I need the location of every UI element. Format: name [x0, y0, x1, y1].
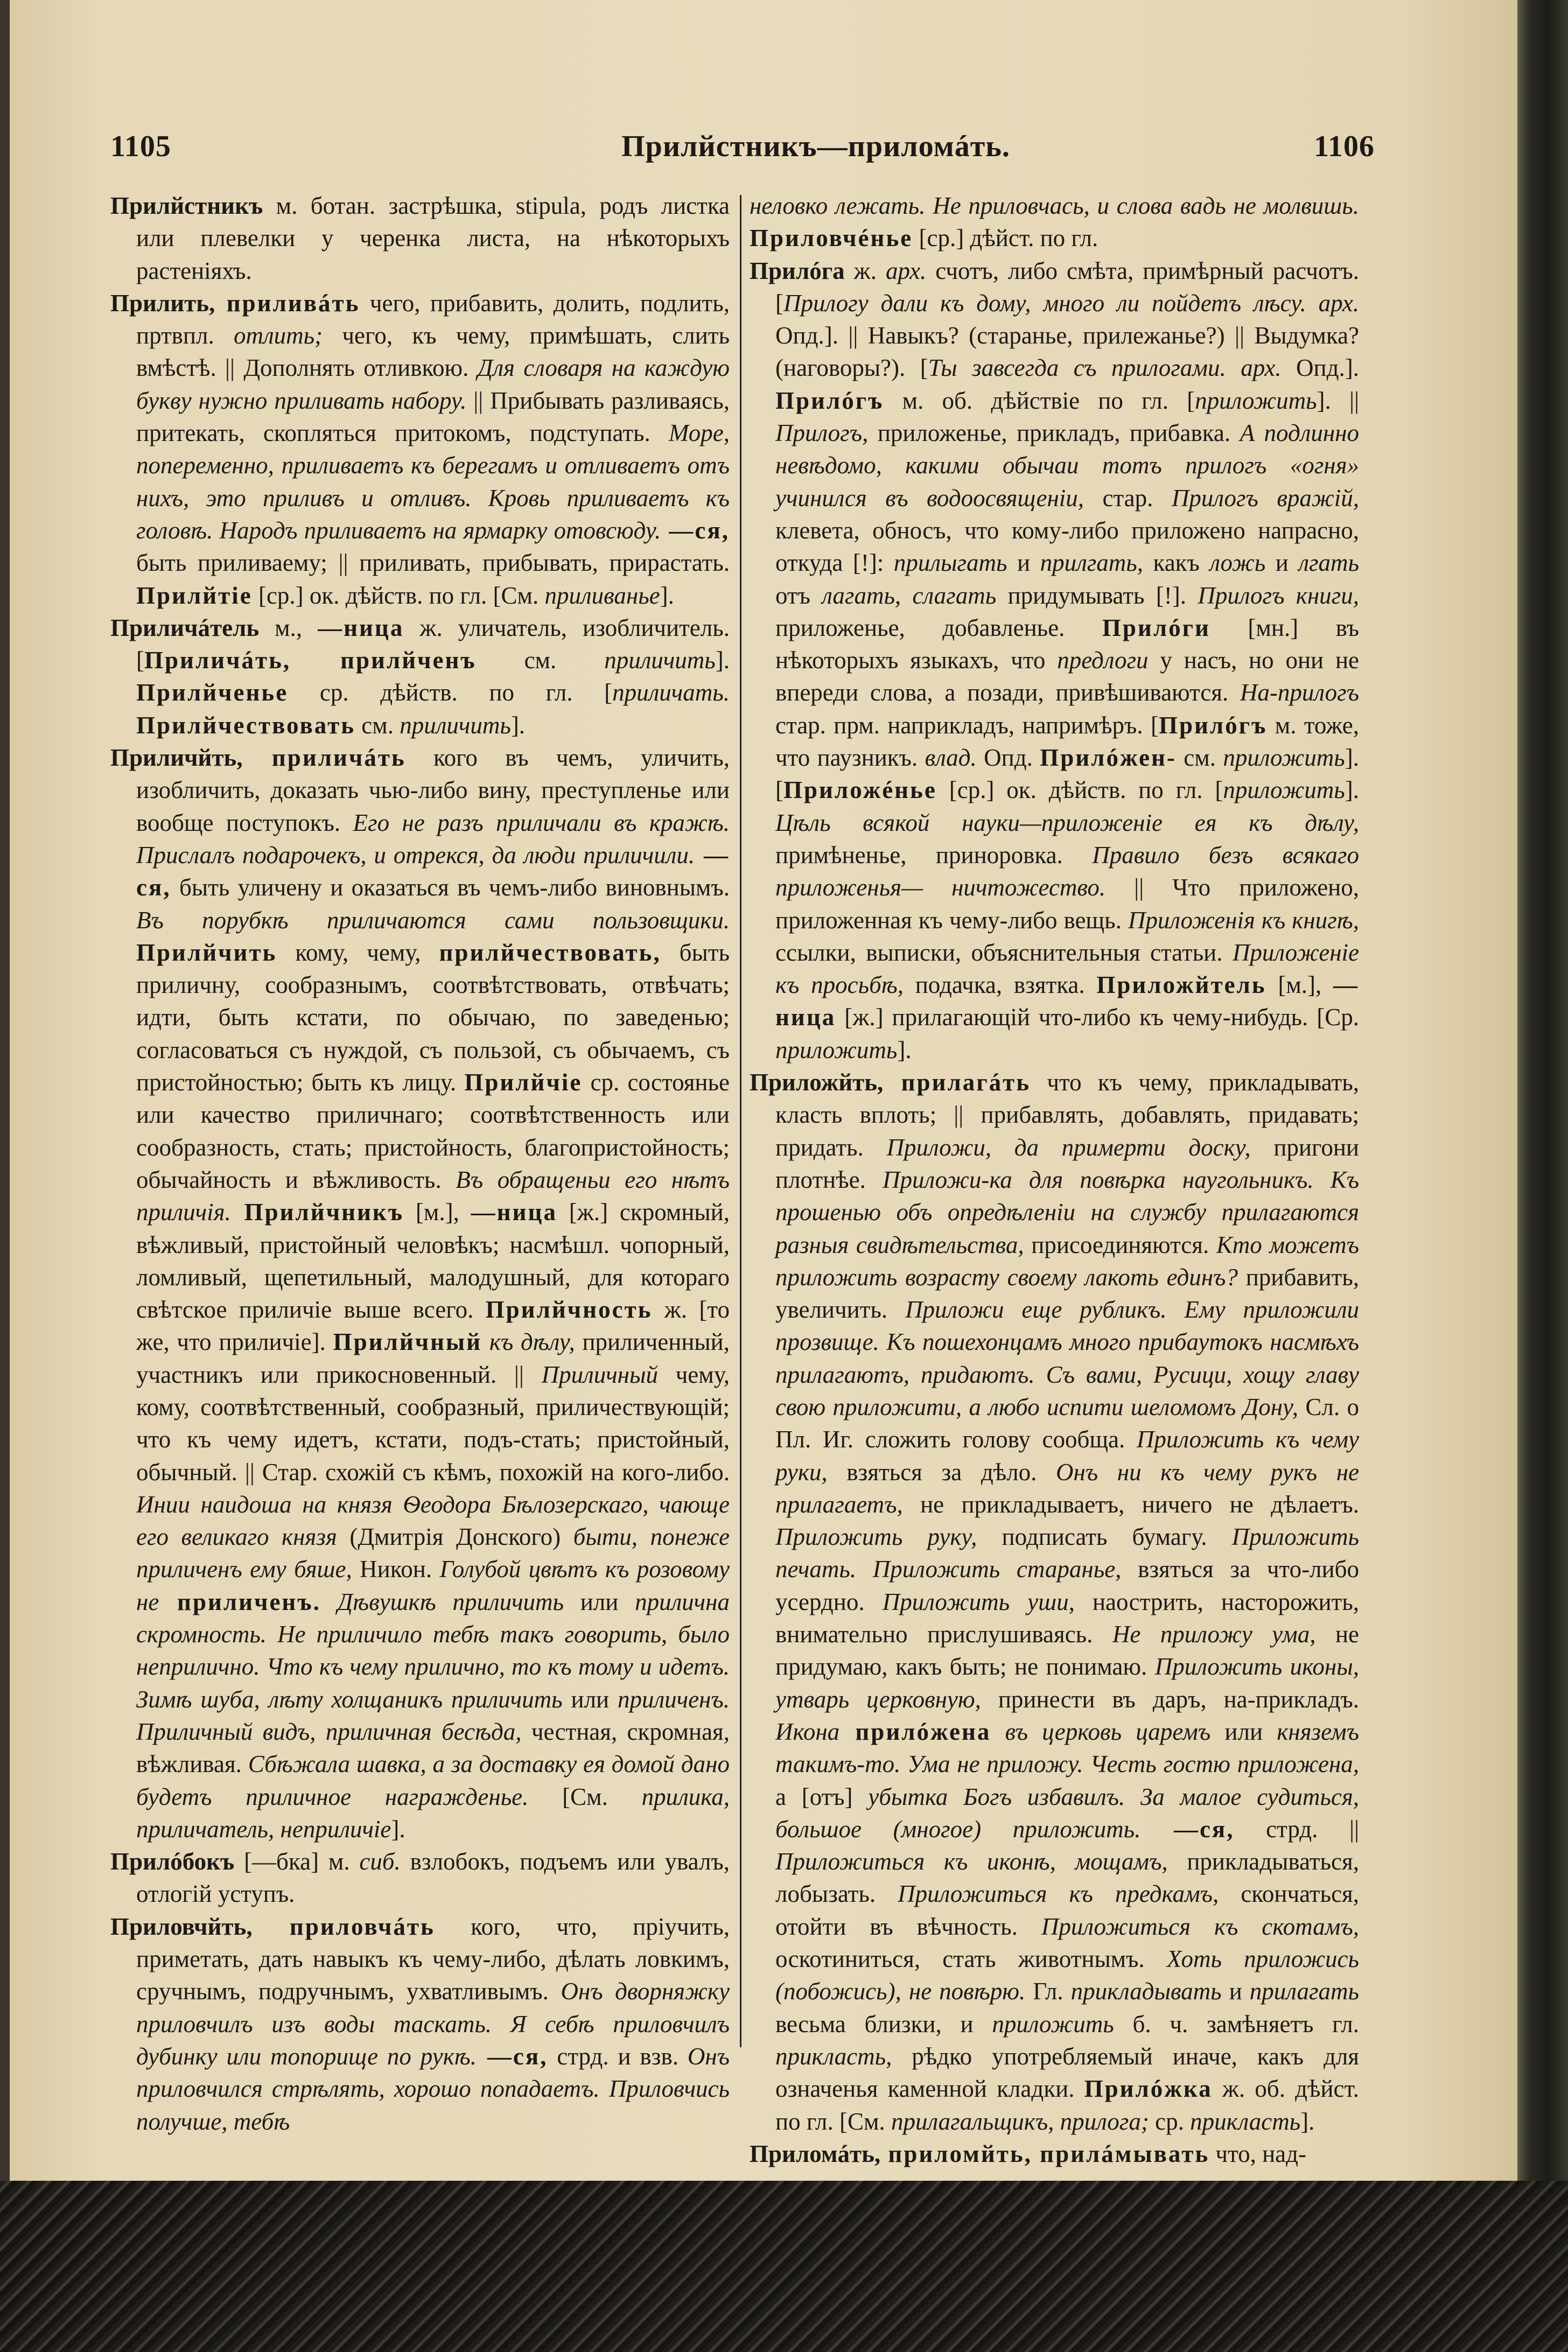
definition-text: [мн.] въ нѣкоторыхъ языкахъ, что — [775, 614, 1359, 674]
italic-example: арх. — [885, 257, 927, 284]
definition-text: ссылки, выписки, объяснительныя статьи. — [775, 939, 1233, 966]
definition-text: ср. — [1149, 2108, 1191, 2135]
definition-text: ]. || — [1317, 387, 1359, 414]
definition-text: подписать бумагу. — [977, 1523, 1232, 1551]
bold-term: приливáть — [215, 289, 360, 317]
italic-example: Инии наидоша на князя Ѳеодора Бѣлозерскаго, чающе его великаго князя — [136, 1490, 730, 1551]
italic-example: Приложи-ка для повѣрка наугольникъ. Къ прошенью объ опредѣленіи на службу прилагаются разныя свидѣтельства, — [775, 1166, 1359, 1258]
bold-term: приловчáть — [252, 1913, 435, 1940]
definition-text: оскотиниться, стать животнымъ. — [775, 1945, 1167, 1973]
definition-text: Опд. — [976, 744, 1040, 772]
definition-text: [ср.] ок. дѣйств. по гл. [См. — [252, 582, 545, 609]
italic-example: Приложить уши, — [882, 1588, 1075, 1615]
definition-text: см. — [355, 711, 400, 739]
bold-term: Прилóгъ — [1158, 711, 1268, 739]
definition-text: Опд.]. || Навыкъ? (старанье, прилежанье?) || Выдумка? (наговоры?). [ — [775, 322, 1359, 382]
italic-example: быти, понеже приличенъ ему бяше, — [136, 1523, 730, 1583]
italic-example: приличенъ. Приличный видъ, приличная бесѣда, — [136, 1685, 730, 1745]
italic-example: ложь — [1209, 549, 1266, 577]
definition-text: быть уличену и оказаться въ чемъ-либо виновнымъ. — [171, 874, 730, 901]
italic-example: приложить — [775, 1036, 898, 1063]
italic-example: А подлинно невѣдомо, какими обычаи тотъ прилогъ «огня» учинился въ водоосвященіи, — [775, 419, 1359, 512]
definition-text: какъ — [1143, 549, 1210, 577]
definition-text: ср. состоянье или качество приличнаго; соотвѣтственность или сообразность, стать; пристойность, благопристойность; обычайность и вѣжливость. — [136, 1069, 730, 1193]
italic-example: приложить — [1223, 776, 1345, 804]
definition-text: [ж.] скромный, вѣжливый, пристойный человѣкъ; насмѣшл. чопорный, ломливый, щепетильный, малодушный, для котораго свѣтское приличіе выше всего. — [136, 1199, 730, 1324]
italic-example: Приложить къ чему руки, — [775, 1426, 1359, 1486]
italic-example: приличить — [604, 647, 716, 674]
italic-example: прилгать, — [1040, 549, 1143, 577]
definition-text: кого въ чемъ, уличить, изобличить, доказать чью-либо вину, преступленье или вообще поступокъ. — [136, 744, 730, 836]
bold-term: Прилйчествовать — [136, 711, 356, 739]
italic-example: Приложить печать. Приложить старанье, — [775, 1523, 1359, 1583]
definition-text: прикладываться, лобызать. — [775, 1848, 1359, 1908]
definition-text: примѣненье, приноровка. — [775, 841, 1093, 869]
definition-text: придумывать [!]. — [996, 582, 1198, 609]
definition-text: рѣдко употребляемый иначе, какъ для означенья каменной кладки. — [775, 2042, 1359, 2103]
definition-text: ]. — [391, 1815, 405, 1843]
italic-example: приличать. — [612, 679, 730, 706]
left-column — [110, 190, 730, 2138]
headword: Прилйстникъ — [110, 192, 263, 219]
italic-example: Приложенія къ книгѣ, — [1128, 906, 1359, 934]
italic-example: Приложеніе къ просьбѣ, — [775, 939, 1359, 999]
italic-example: къ дѣлу, — [482, 1328, 575, 1356]
bold-term: Прилйчность — [485, 1296, 653, 1324]
italic-example: Прилогъ книги, — [1198, 582, 1359, 609]
italic-example: Его не разъ приличали въ кражѣ. Прислалъ подарочекъ, и отрекся, да люди приличили. — [136, 809, 730, 869]
italic-example: Дѣвушкѣ приличить — [320, 1588, 564, 1615]
bold-term: —ся, — [136, 841, 730, 901]
italic-example: Правило безъ всякаго приложенья— ничтожество. — [775, 841, 1359, 901]
page-number-left: 1105 — [110, 130, 171, 163]
italic-example: Прилогъ, — [775, 419, 869, 447]
definition-text: ]. — [715, 647, 730, 674]
italic-example: Цѣль всякой науки—приложеніе ея къ дѣлу, — [775, 809, 1359, 836]
definition-text: [ср.] ок. дѣйств. по гл. [ — [936, 776, 1223, 804]
dictionary-entry — [110, 612, 730, 741]
italic-example: убытка Богъ избавилъ. За малое судиться, большое (многое) приложить. — [775, 1783, 1359, 1843]
bold-term: —ница — [318, 614, 404, 641]
italic-example: прилична скромность. Не приличило тебѣ такъ говорить, было неприлично. Что къ чему прилично, то къ тому и идетъ. Зимѣ шуба, лѣту холщаникъ приличить — [136, 1588, 730, 1713]
italic-example: Ты завсегда съ прилогами. арх. — [928, 354, 1282, 382]
definition-text: честная, скромная, вѣжливая. — [136, 1718, 730, 1778]
definition-text: прибавить, увеличить. — [775, 1263, 1359, 1324]
italic-example: Приложиться къ предкамъ, — [898, 1880, 1219, 1908]
bold-term: прилагáть — [883, 1069, 1031, 1096]
bold-term: Прилóжка — [1084, 2075, 1213, 2103]
dictionary-entry — [750, 190, 1359, 255]
definition-text: пригони плотнѣе. — [775, 1133, 1359, 1193]
definition-text: кому, чему, — [277, 939, 439, 966]
dictionary-entry — [110, 1845, 730, 1910]
definition-text: ]. — [660, 582, 674, 609]
definition-text: [м.], — [404, 1199, 471, 1226]
italic-example: княземъ такимъ-то. Ума не приложу. Честь гостю приложена, — [775, 1718, 1359, 1778]
definition-text: что, над- — [1209, 2140, 1307, 2167]
definition-text: приложенье, прикладъ, прибавка. — [868, 419, 1240, 447]
italic-example: неловко лежать. Не приловчась, и слова вадь не молвишь. — [750, 192, 1359, 219]
italic-example: прилика, приличатель, неприличіе — [136, 1783, 730, 1843]
definition-text: ]. — [897, 1036, 912, 1063]
dictionary-entry — [110, 1910, 730, 2138]
definition-text: м. тоже, что паузникъ. — [775, 711, 1359, 772]
italic-example: прикласть, — [775, 2042, 892, 2070]
definition-text: стар. прм. наприкладъ, напримѣръ. [ — [775, 711, 1159, 739]
definition-text: скончаться, отойти въ вѣчность. — [775, 1880, 1359, 1940]
definition-text: приличенный, участникъ или прикосновенный. || — [136, 1328, 730, 1388]
bold-term: Прилйтіе — [136, 582, 253, 609]
bold-term: Прилйченье — [136, 679, 289, 706]
bold-term: Приловчéнье — [750, 225, 913, 252]
bold-term: —ся, — [1140, 1815, 1235, 1843]
headword: Прилить, — [110, 289, 215, 317]
definition-text: и — [1007, 549, 1040, 577]
definition-text: м., — [259, 614, 318, 641]
italic-example: Онъ дворняжку приловчилъ изъ воды таскать. Я себѣ приловчилъ дубинку или топорище по рукѣ. — [136, 1978, 730, 2070]
definition-text: отъ — [775, 582, 822, 609]
bold-term: Приличáть, прилйченъ — [144, 647, 477, 674]
italic-example: лагать, слагать — [822, 582, 997, 609]
definition-text: ср. дѣйств. по гл. [ — [288, 679, 613, 706]
definition-text: ж. об. дѣйст. по гл. [См. — [775, 2075, 1360, 2135]
bold-term: —ся, — [661, 516, 730, 544]
definition-text: см. — [476, 647, 605, 674]
definition-text: наострить, насторожить, внимательно прислушиваясь. — [775, 1588, 1359, 1648]
definition-text: чему, кому, соотвѣтственный, сообразный, приличествующій; что къ чему идетъ, кстати, подъ-стать; пристойный, обычный. || Стар. схожій съ кѣмъ, похожій на кого-либо. — [136, 1361, 730, 1486]
italic-example: Не приложу ума, — [1112, 1621, 1316, 1648]
bold-term: прилóжена — [839, 1718, 991, 1745]
page-left-edge — [0, 0, 10, 2352]
italic-example: предлоги — [1057, 647, 1149, 674]
headword: Приловчйть, — [110, 1913, 253, 1940]
definition-text: быть приличну, сообразнымъ, соотвѣтствовать, отвѣчать; идти, быть кстати, по обычаю, по заведенью; согласоваться съ нуждой, съ пользой, съ обычаемъ, съ пристойностью; быть къ лицу. — [136, 939, 730, 1096]
definition-text: [См. — [528, 1783, 642, 1810]
italic-example: Голубой цвѣтъ къ розовому не — [136, 1556, 730, 1615]
definition-text: быть приливаему; || приливать, прибывать, прирастать. — [136, 549, 730, 577]
italic-example: приложить — [992, 2010, 1114, 2038]
definition-text: см. — [1176, 744, 1223, 772]
definition-text: что къ чему, прикладывать, класть вплоть; || прибавлять, добавлять, придавать; придать. — [775, 1069, 1359, 1161]
italic-example: На-прилогъ — [1240, 679, 1359, 706]
bold-term: приличáть — [242, 744, 406, 772]
definition-text: Опд.]. — [1281, 354, 1359, 382]
page-number-right: 1106 — [1314, 130, 1375, 163]
headword: Приличйть, — [110, 744, 243, 772]
italic-example: прилагать — [1249, 1978, 1359, 2005]
definition-text: стрд. || — [1234, 1815, 1360, 1843]
definition-text: [м.], — [1266, 971, 1333, 999]
column-divider — [740, 195, 741, 2047]
definition-text: весьма близки, и — [775, 2010, 992, 2038]
definition-text: чего, прибавить, долить, подлить, пртвпл. — [136, 289, 730, 349]
italic-example: въ церковь царемъ — [991, 1718, 1211, 1745]
italic-example: Приложиться къ иконѣ, мощамъ, — [775, 1848, 1168, 1875]
definition-text: ж. [то же, что приличіе]. — [136, 1296, 730, 1356]
definition-text: или — [564, 1588, 635, 1615]
definition-text: и — [1221, 1978, 1250, 2005]
italic-example: лгать — [1298, 549, 1359, 577]
italic-example: Въ порубкѣ приличаются сами пользовщики. — [136, 906, 730, 934]
definition-text: ]. — [510, 711, 526, 739]
headword: Прилóбокъ — [110, 1848, 235, 1875]
italic-example: Прилогъ вражій, — [1171, 484, 1359, 512]
definition-text: б. ч. замѣняетъ гл. — [1114, 2010, 1359, 2038]
definition-text: а [отъ] — [775, 1783, 869, 1810]
definition-text: стрд. и взв. — [548, 2042, 688, 2070]
definition-text: принести въ даръ, на-прикладъ. — [981, 1685, 1359, 1713]
right-column — [750, 190, 1359, 2170]
definition-text: || Прибывать разливаясь, притекать, скопляться притокомъ, подступать. — [136, 387, 730, 447]
dictionary-entry — [750, 2138, 1359, 2170]
italic-example: Сбѣжала шавка, а за доставку ея домой дано будетъ приличное награжденье. — [136, 1751, 730, 1810]
italic-example: Икона — [775, 1718, 840, 1745]
dictionary-entry — [750, 1066, 1359, 2138]
italic-example: приличить — [400, 711, 511, 739]
italic-example: Приложить руку, — [775, 1523, 977, 1551]
bold-term: Прилйчный — [333, 1328, 482, 1356]
italic-example: сиб. — [359, 1848, 401, 1875]
italic-example: Хоть приложись (побожись), не повѣрю. — [775, 1945, 1359, 2005]
definition-text: Гл. — [1025, 1978, 1071, 2005]
bold-term: Приложéнье — [783, 776, 937, 804]
headword: Приложйть, — [750, 1069, 884, 1096]
italic-example: Море, попеременно, приливаетъ къ берегамъ и отливаетъ отъ нихъ, это приливъ и отливъ. Кровь приливаетъ къ головѣ. Народъ приливаетъ на ярмарку отовсюду. — [136, 419, 730, 544]
definition-text: ]. — [1300, 2108, 1315, 2135]
italic-example: влад. — [925, 744, 977, 772]
definition-text: стар. — [1084, 484, 1172, 512]
bold-term: прилйчествовать, — [439, 939, 661, 966]
definition-text: и — [1265, 549, 1299, 577]
headword: Приломáть, — [750, 2140, 881, 2167]
definition-text: клевета, обносъ, что кому-либо приложено напрасно, откуда [!]: — [775, 516, 1359, 577]
italic-example: прилыгать — [893, 549, 1007, 577]
italic-example: прикладывать — [1070, 1978, 1222, 2005]
definition-text: чего, къ чему, примѣшать, слить вмѣстѣ. || Дополнять отливкою. — [136, 322, 730, 382]
definition-text: м. об. дѣйствіе по гл. [ — [884, 387, 1195, 414]
bold-term: Прилóжен- — [1040, 744, 1177, 772]
definition-text: ж. — [844, 257, 886, 284]
definition-text: [—бка] м. — [234, 1848, 360, 1875]
bold-term: —ся, — [477, 2042, 548, 2070]
definition-text: подачка, взятка. — [903, 971, 1097, 999]
italic-example: Приложить иконы, утварь церковную, — [775, 1653, 1359, 1713]
bold-term: Прилйчникъ — [230, 1199, 404, 1226]
italic-example: Прилогу дали къ дому, много ли пойдетъ лѣсу. арх. — [783, 289, 1359, 317]
definition-text: взяться за дѣло. — [827, 1458, 1056, 1486]
definition-text: Сл. о Пл. Иг. сложить голову сообща. — [775, 1393, 1359, 1453]
definition-text: счотъ, либо смѣта, примѣрный расчотъ. [ — [775, 257, 1359, 317]
definition-text: или — [562, 1685, 618, 1713]
bold-term: Прилйчить — [136, 939, 277, 966]
dictionary-entry — [750, 255, 1359, 1066]
italic-example: приложить — [1195, 387, 1317, 414]
italic-example: Кто можетъ приложить возрасту своему лакоть единъ? — [775, 1231, 1359, 1291]
headword: Приличáтель — [110, 614, 260, 641]
definition-text: м. ботан. застрѣшка, stipula, родъ листка или плевелки у черенка листа, на нѣкоторыхъ растеніяхъ. — [136, 192, 730, 284]
definition-text: ж. уличатель, изобличитель. [ — [136, 614, 730, 674]
running-head: Прилйстникъ—приломáть. — [621, 130, 1010, 163]
bold-term: приличенъ. — [159, 1588, 321, 1615]
dictionary-entry — [110, 287, 730, 612]
definition-text: [ср.] дѣйст. по гл. — [913, 225, 1098, 252]
definition-text: присоединяются. — [1024, 1231, 1216, 1258]
definition-text: Никон. — [352, 1556, 440, 1583]
definition-text: ]. — [1345, 776, 1359, 804]
definition-text: не прикладываетъ, ничего не дѣлаетъ. — [902, 1490, 1359, 1518]
italic-example: приливанье — [544, 582, 660, 609]
italic-example: прилагальщикъ, прилога; — [891, 2108, 1149, 2135]
definition-text: || Что приложено, приложенная къ чему-либо вещь. — [775, 874, 1360, 934]
definition-text: приложенье, добавленье. — [775, 614, 1102, 641]
headword: Прилóга — [750, 257, 845, 284]
italic-example: прикласть — [1190, 2108, 1301, 2135]
definition-text: или — [1210, 1718, 1277, 1745]
bold-term: Прилóги — [1102, 614, 1210, 641]
definition-text: кого, что, пріучить, приметать, дать навыкъ къ чему-либо, дѣлать ловкимъ, сручнымъ, подручнымъ, ухватливымъ. — [136, 1913, 730, 2005]
bold-term: Прилйчіе — [464, 1069, 583, 1096]
definition-text: не придумаю, какъ быть; не понимаю. — [775, 1621, 1359, 1681]
definition-text: ]. [ — [775, 744, 1360, 804]
dictionary-entry — [110, 741, 730, 1845]
definition-text: взлобокъ, подъемъ или увалъ, отлогій уступъ. — [136, 1848, 730, 1908]
bold-term: приломйть, прилáмывать — [880, 2140, 1210, 2167]
italic-example: Онъ приловчился стрѣлять, хорошо попадаетъ. Приловчись получше, тебѣ — [136, 2042, 730, 2135]
bold-term: —ница — [471, 1199, 557, 1226]
definition-text: взяться за что-либо усердно. — [775, 1556, 1359, 1615]
italic-example: Въ обращеньи его нѣтъ приличія. — [136, 1166, 730, 1226]
italic-example: Приличный — [541, 1361, 658, 1388]
italic-example: Приложиться къ скотамъ, — [1041, 1913, 1359, 1940]
dictionary-entry — [110, 190, 730, 287]
italic-example: Приложи, да примерти доску, — [886, 1133, 1251, 1161]
bold-term: —ница — [775, 971, 1359, 1031]
bold-term: Приложйтель — [1096, 971, 1266, 999]
definition-text: у насъ, но они не впереди слова, а позади, привѣшиваются. — [775, 647, 1359, 706]
italic-example: отлить; — [234, 322, 323, 349]
scan-background-bottom — [0, 2181, 1568, 2352]
definition-text: (Дмитрія Донского) — [337, 1523, 573, 1551]
italic-example: Онъ ни къ чему рукъ не прилагаетъ, — [775, 1458, 1359, 1518]
definition-text: [ж.] прилагающій что-либо къ чему-нибудь. [Ср. — [836, 1004, 1359, 1031]
italic-example: приложить — [1223, 744, 1345, 772]
italic-example: Для словаря на каждую букву нужно приливать набору. — [136, 354, 730, 414]
italic-example: Приложи еще рубликъ. Ему приложили прозвище. Къ пошехонцамъ много прибаутокъ насмѣхъ прилагаютъ, придаютъ. Съ вами, Русици, хощу главу свою приложити, а любо испити шеломомъ Дону, — [775, 1296, 1359, 1420]
bold-term: Прилóгъ — [775, 387, 884, 414]
book-binding — [1517, 0, 1568, 2352]
